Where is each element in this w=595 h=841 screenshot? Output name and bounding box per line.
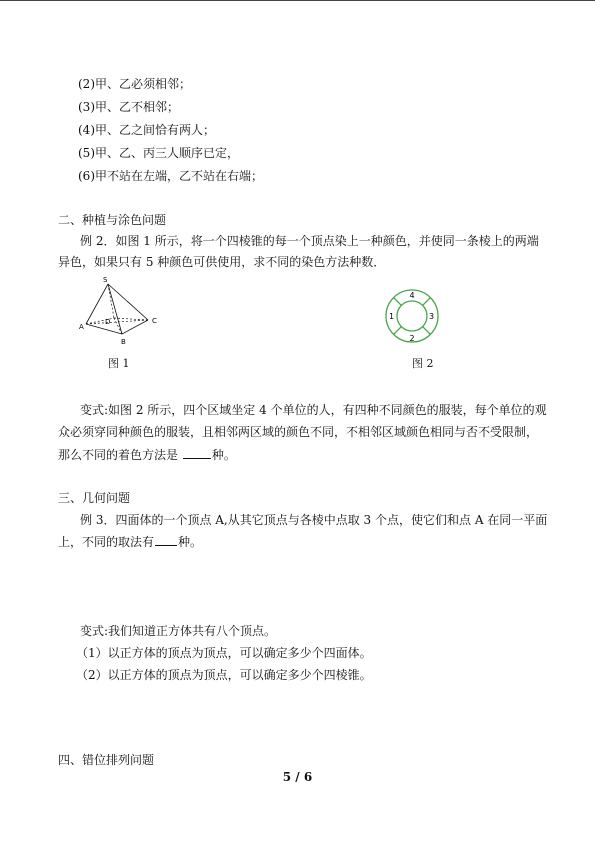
item-5: (5)甲、乙、丙三人顺序已定， [78,146,239,160]
header-rule [0,0,595,1]
item-3: (3)甲、乙不相邻； [78,100,179,114]
figure-1-caption: 图 1 [108,357,130,370]
example-3-line-1: 例 3．四面体的一个顶点 A,从其它顶点与各棱中点取 3 个点，使它们和点 A 在同一平面 [80,513,548,527]
section-4-title: 四、错位排列问题 [58,753,155,767]
variant-3-line-3: （2）以正方体的顶点为顶点，可以确定多少个四棱锥。 [76,668,372,682]
figure-2-caption: 图 2 [412,357,434,370]
variant-2-line-3-suffix: 种。 [211,448,236,462]
region-1-label: 1 [389,312,395,321]
answer-blank-2[interactable] [155,533,177,546]
figure-2-ring [382,286,442,346]
vertex-c-label: C [152,317,157,325]
page-number: 5 / 6 [282,770,313,784]
region-2-label: 2 [409,334,415,343]
example-3-line-2-suffix: 种。 [178,535,203,549]
variant-2-line-2: 众必须穿同种颜色的服装，且相邻两区域的颜色不同，不相邻区域颜色相同与否不受限制， [58,425,539,439]
example-3-line-2-text: 上，不同的取法有 [58,535,155,549]
example-2-line-1: 例 2．如图 1 所示，将一个四棱锥的每一个顶点染上一种颜色，并使同一条棱上的两端 [80,234,539,248]
vertex-a-label: A [79,323,84,331]
variant-3-line-2: （1）以正方体的顶点为顶点，可以确定多少个四面体。 [76,646,372,660]
answer-blank-1[interactable] [183,446,211,459]
example-3-line-2 [58,533,202,550]
example-2-line-2: 异色，如果只有 5 种颜色可供使用，求不同的染色方法种数． [58,255,386,269]
vertex-s-label: S [103,276,108,284]
vertex-b-label: B [121,338,126,346]
section-3-title: 三、几何问题 [58,491,131,505]
item-4: (4)甲、乙之间恰有两人； [78,123,215,137]
item-6: (6)甲不站在左端，乙不站在右端； [78,169,263,183]
item-2: (2)甲、乙必须相邻； [78,77,191,91]
section-2-title: 二、种植与涂色问题 [58,213,167,227]
variant-3-line-1: 变式:我们知道正方体共有八个顶点。 [80,624,277,638]
variant-2-line-3 [58,446,236,463]
figure-1-pyramid [78,274,168,348]
variant-2-line-3-text: 那么不同的着色方法是 [58,448,182,462]
region-4-label: 4 [409,291,415,300]
variant-2-line-1: 变式:如图 2 所示，四个区域坐定 4 个单位的人，有四种不同颜色的服装，每个单位的观 [80,403,547,417]
vertex-d-label: D [105,318,111,326]
region-3-label: 3 [429,312,435,321]
